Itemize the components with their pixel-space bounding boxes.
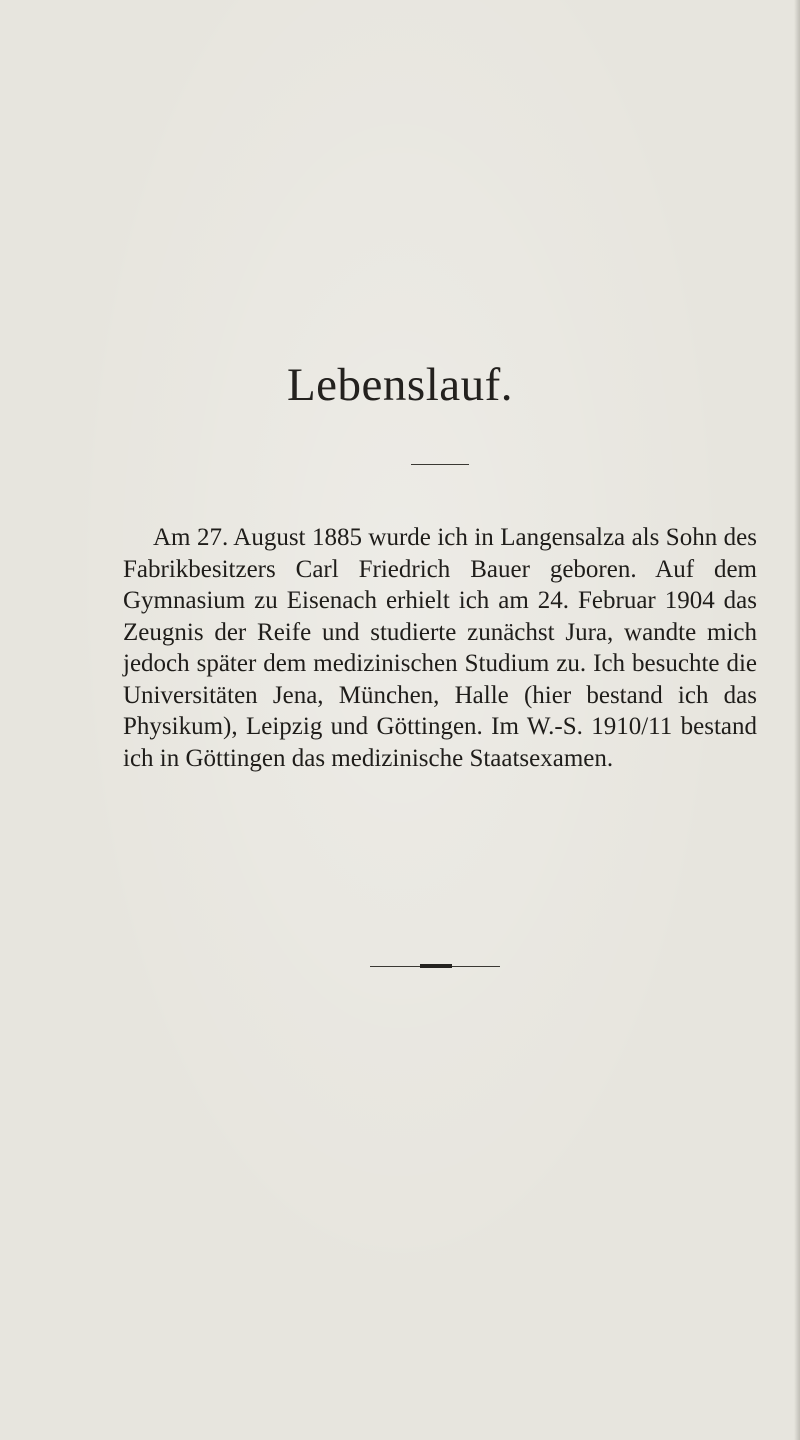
ornament-bar — [420, 964, 452, 968]
end-ornament-divider — [370, 963, 500, 969]
biography-paragraph: Am 27. August 1885 wurde ich in Langensalza als Sohn des Fabrikbesitzers Carl Friedrich Bauer geboren. Auf dem Gymnasium zu Eisenach erhielt ich am 24. Februar 1904 das Zeugnis der Reife und studierte zunächst Jura, wandte mich jedoch später dem medizinischen Studium zu. Ich besuchte die Universitäten Jena, München, Halle (hier bestand ich das Physikum), Leipzig und Göttingen. Im W.-S. 1910/11 bestand ich in Göttingen das medizinische Staatsexamen. — [123, 524, 757, 772]
page-title: Lebenslauf. — [286, 359, 514, 411]
title-divider — [411, 464, 469, 465]
page-edge-shadow — [794, 0, 800, 1440]
body-text — [123, 522, 757, 774]
